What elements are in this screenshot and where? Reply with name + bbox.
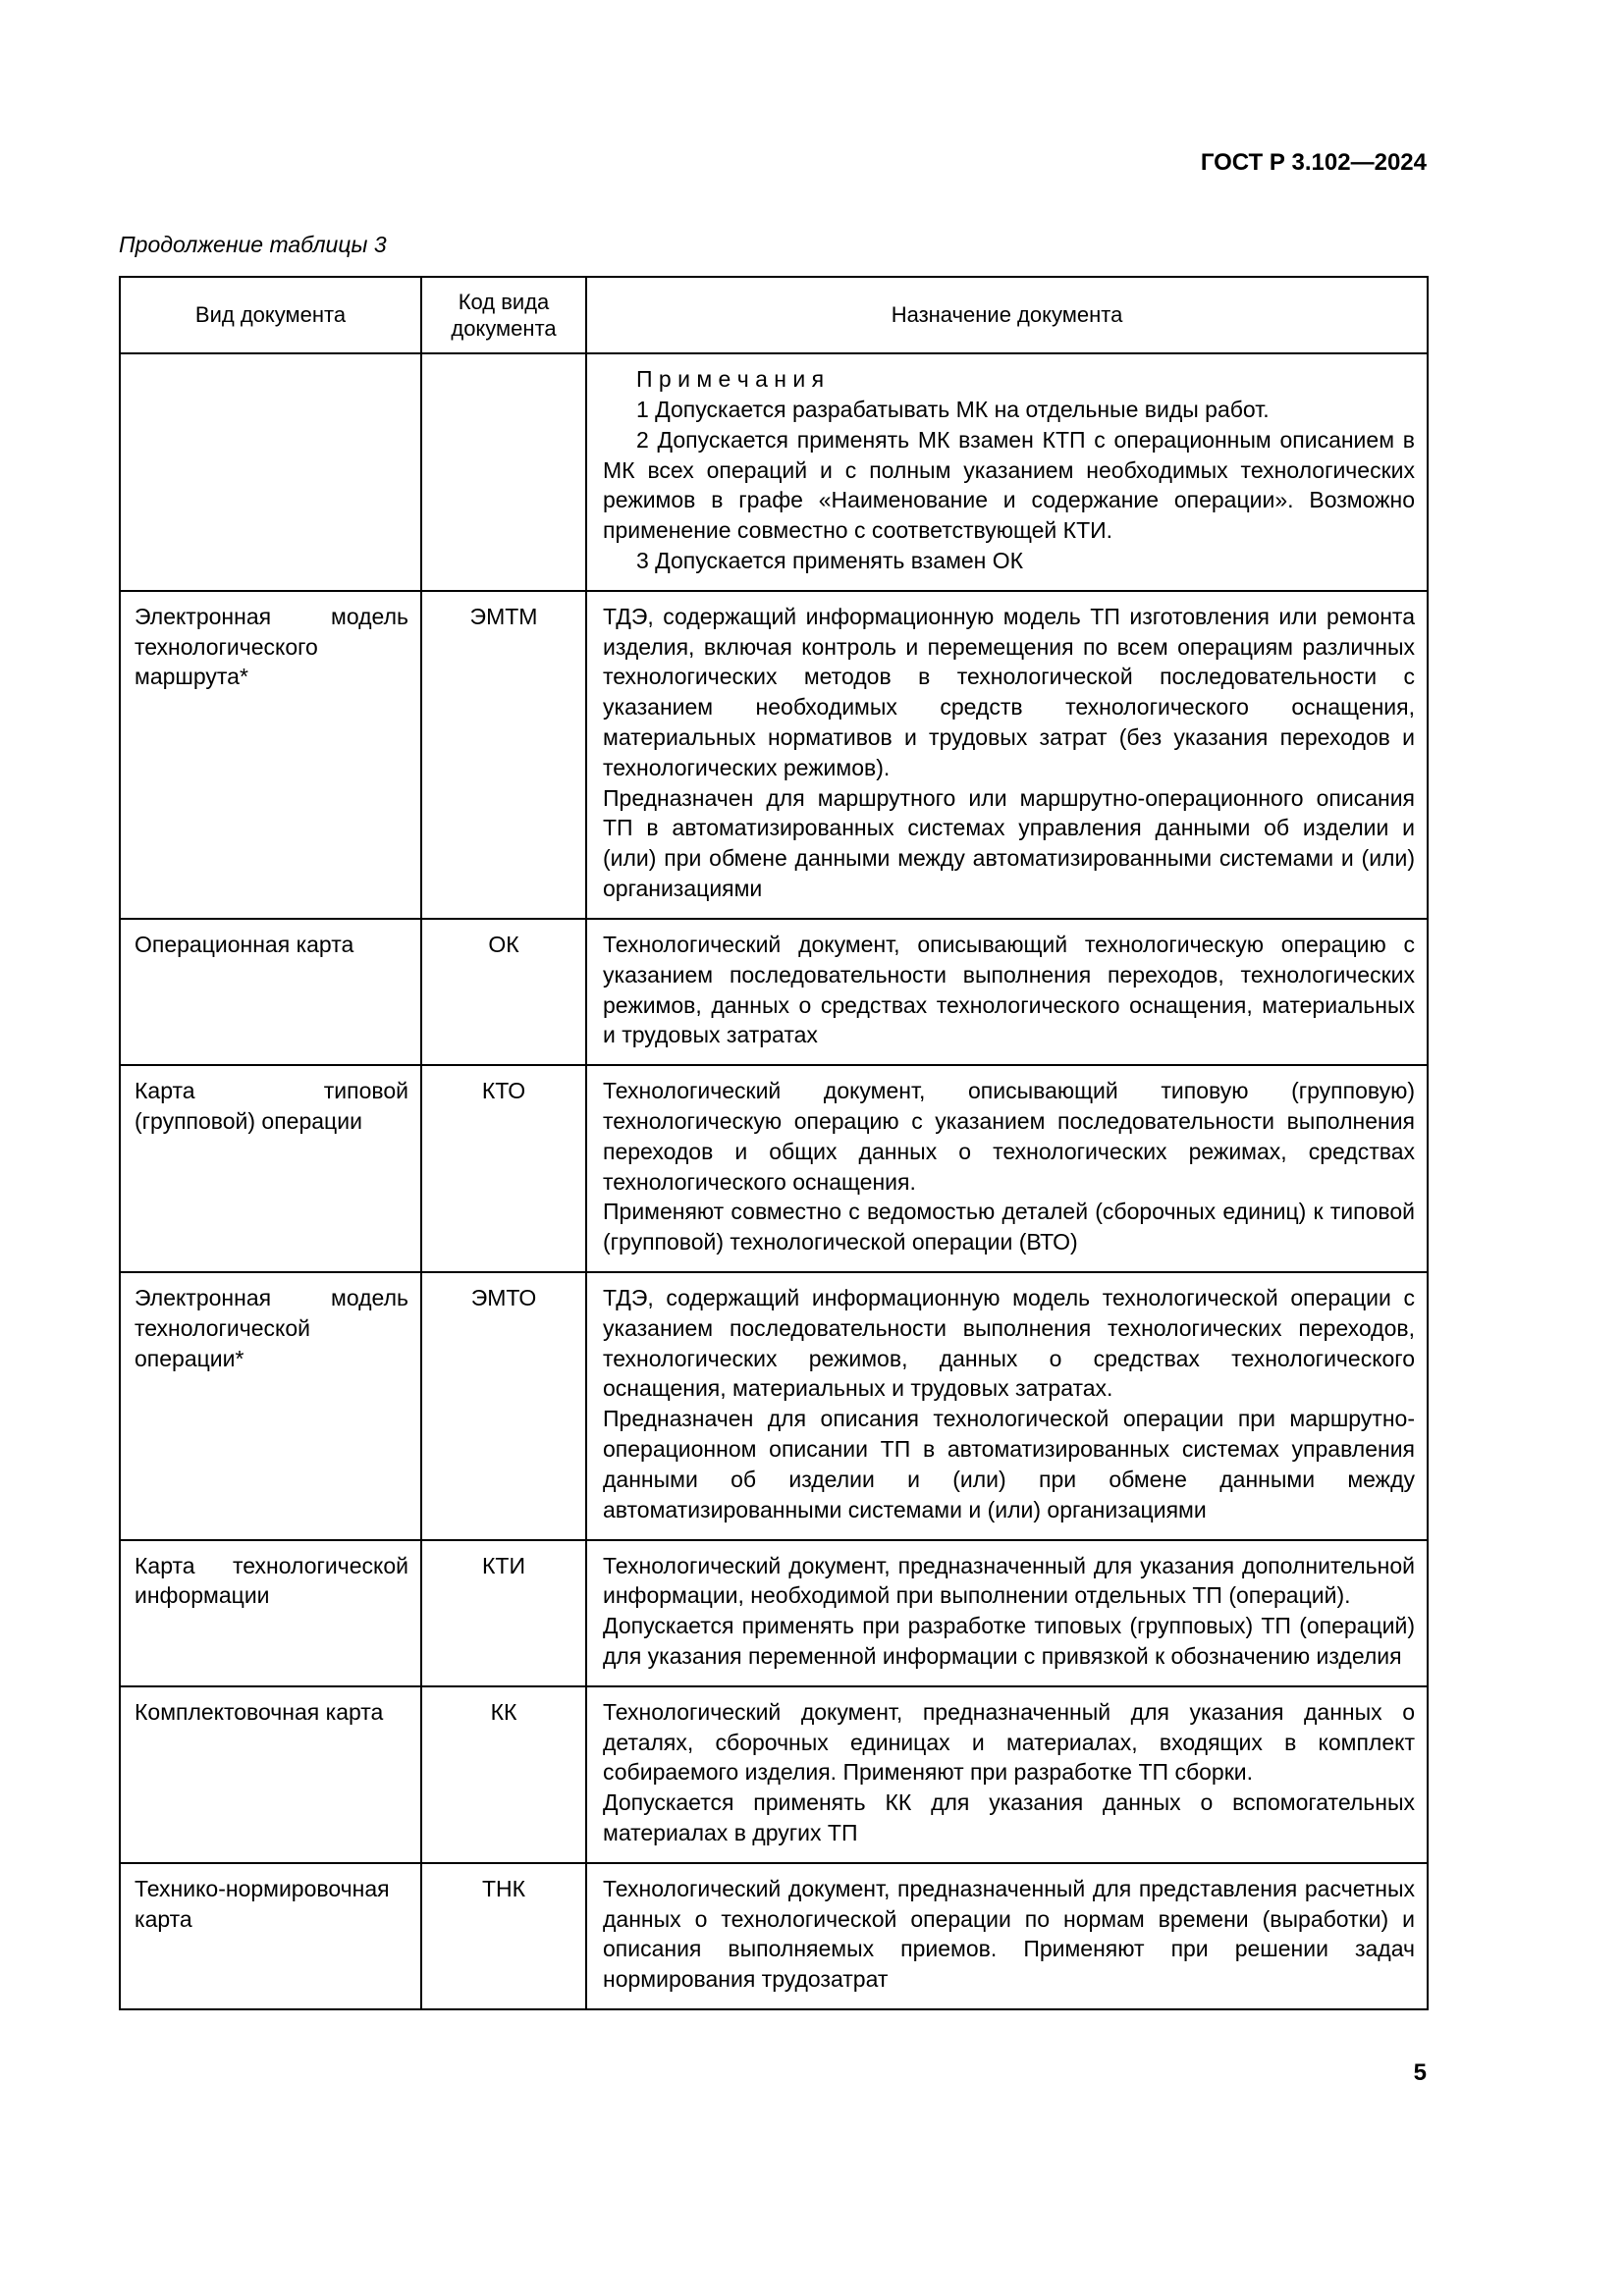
table-body [120, 353, 1428, 2009]
purpose-paragraph: Технологический документ, описывающий типовую (групповую) технологическую операцию с указанием последовательности выполнения переходов и общих данных о технологических режимах, средствах технологического оснащения. [603, 1078, 1415, 1195]
table-row [120, 1272, 1428, 1540]
doc-purpose-cell [586, 1686, 1428, 1863]
doc-type-cell: Комплектовочная карта [120, 1686, 421, 1863]
table-header [120, 277, 1428, 353]
purpose-paragraph: 2 Допускается применять МК взамен КТП с операционным описанием в МК всех операций и с полным указанием необходимых технологических режимов в графе «Наименование и содержание операции». Возможно применение совместно с соответствующей КТИ. [603, 426, 1415, 544]
doc-purpose-cell [586, 353, 1428, 591]
doc-purpose-cell [586, 1863, 1428, 2009]
table-row [120, 919, 1428, 1065]
doc-purpose-cell [586, 591, 1428, 919]
column-header-doc-code: Код вида документа [421, 277, 586, 353]
doc-type-cell [120, 353, 421, 591]
purpose-paragraph: Технологический документ, описывающий технологическую операцию с указанием последовательности выполнения переходов, технологических режимов, данных о средствах технологического оснащения, материальных и трудовых затратах [603, 931, 1415, 1048]
doc-purpose-cell [586, 1272, 1428, 1540]
purpose-paragraph: ТДЭ, содержащий информационную модель ТП изготовления или ремонта изделия, включая контроль и перемещения по всем операциям различных технологических методов в технологической последовательности с указанием необходимых средств технологического оснащения, материальных нормативов и трудовых затрат (без указания переходов и технологических режимов). [603, 603, 1415, 780]
doc-type-cell: Карта технологической информации [120, 1540, 421, 1686]
purpose-paragraph: 3 Допускается применять взамен ОК [636, 547, 1024, 573]
purpose-paragraph: Допускается применять при разработке типовых (групповых) ТП (операций) для указания переменной информации с привязкой к обозначению изделия [603, 1613, 1415, 1669]
purpose-paragraph: 1 Допускается разрабатывать МК на отдельные виды работ. [636, 396, 1270, 422]
doc-code-cell [421, 353, 586, 591]
doc-purpose-cell [586, 1540, 1428, 1686]
table-continuation-caption: Продолжение таблицы 3 [119, 232, 387, 258]
purpose-paragraph: ТДЭ, содержащий информационную модель технологической операции с указанием последовательности выполнения технологических переходов, технологических режимов, данных о средствах технологического оснащения, материальных и трудовых затратах. [603, 1285, 1415, 1402]
table-row [120, 591, 1428, 919]
doc-code-cell: КТИ [421, 1540, 586, 1686]
purpose-paragraph: Предназначен для маршрутного или маршрутно-операционного описания ТП в автоматизированных системах управления данными об изделии и (или) при обмене данными между автоматизированными системами и (или) организациями [603, 784, 1415, 902]
doc-type-cell: Электронная модель технологической операции* [120, 1272, 421, 1540]
table-row [120, 353, 1428, 591]
doc-code-cell: ЭМТО [421, 1272, 586, 1540]
table-row [120, 1065, 1428, 1272]
document-types-table [119, 276, 1429, 2010]
purpose-paragraph: Технологический документ, предназначенный для указания данных о деталях, сборочных единицах и материалах, входящих в комплект собираемого изделия. Применяют при разработке ТП сборки. [603, 1698, 1415, 1786]
column-header-doc-purpose: Назначение документа [586, 277, 1428, 353]
page-number: 5 [1413, 2059, 1427, 2086]
doc-type-cell: Технико-нормировочная карта [120, 1863, 421, 2009]
purpose-paragraph: Предназначен для описания технологической операции при маршрутно-операционном описании ТП в автоматизированных системах управления данными об изделии и (или) при обмене данными между автоматизированными системами и (или) организациями [603, 1406, 1415, 1522]
table-row [120, 1686, 1428, 1863]
purpose-paragraph: Допускается применять КК для указания данных о вспомогательных материалах в других ТП [603, 1789, 1415, 1846]
purpose-paragraph: Применяют совместно с ведомостью деталей (сборочных единиц) к типовой (групповой) технологической операции (ВТО) [603, 1199, 1415, 1255]
doc-code-cell: ЭМТМ [421, 591, 586, 919]
doc-code-cell: КТО [421, 1065, 586, 1272]
doc-code-cell: КК [421, 1686, 586, 1863]
doc-type-cell: Операционная карта [120, 919, 421, 1065]
table-header-row [120, 277, 1428, 353]
standard-reference: ГОСТ Р 3.102—2024 [1200, 149, 1427, 176]
doc-code-cell: ТНК [421, 1863, 586, 2009]
doc-type-cell: Электронная модель технологического маршрута* [120, 591, 421, 919]
table-row [120, 1540, 1428, 1686]
table-row [120, 1863, 1428, 2009]
doc-purpose-cell [586, 1065, 1428, 1272]
column-header-doc-type: Вид документа [120, 277, 421, 353]
doc-type-cell: Карта типовой (групповой) операции [120, 1065, 421, 1272]
purpose-paragraph: Технологический документ, предназначенный для указания дополнительной информации, необходимой при выполнении отдельных ТП (операций). [603, 1552, 1415, 1609]
doc-code-cell: ОК [421, 919, 586, 1065]
purpose-paragraph: П р и м е ч а н и я [636, 366, 825, 393]
doc-purpose-cell [586, 919, 1428, 1065]
purpose-paragraph: Технологический документ, предназначенный для представления расчетных данных о технологической операции по нормам времени (выработки) и описания выполняемых приемов. Применяют при решении задач нормирования трудозатрат [603, 1875, 1415, 1993]
